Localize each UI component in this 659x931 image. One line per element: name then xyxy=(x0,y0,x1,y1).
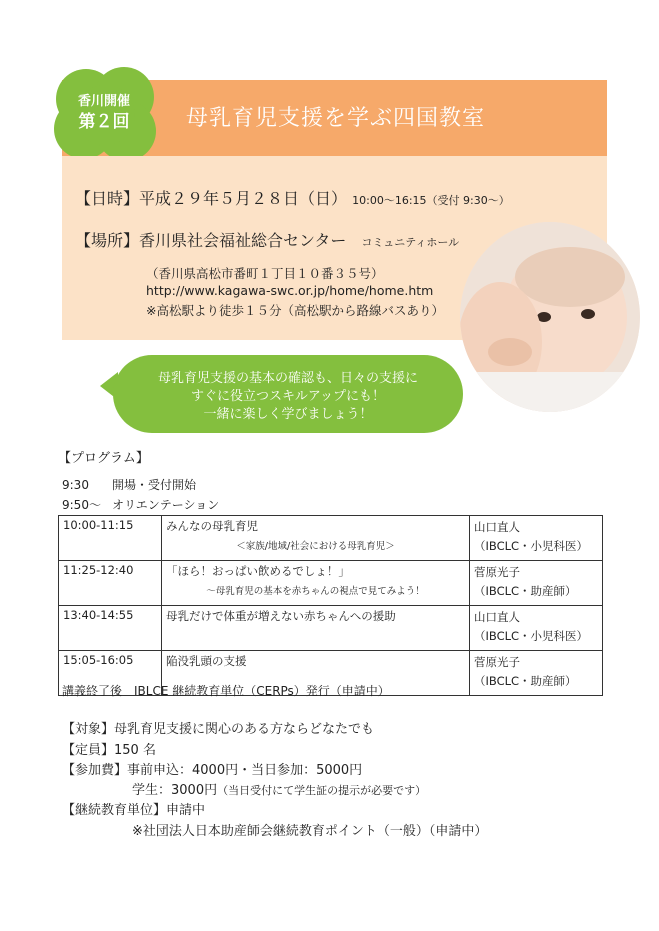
session-title: みんなの母乳育児 xyxy=(166,519,258,533)
session-title: 母乳だけで体重が増えない赤ちゃんへの援助 xyxy=(166,609,396,623)
target-line: 【対象】母乳育児支援に関心のある方ならどなたでも xyxy=(62,722,375,737)
pre-label: オリエンテーション xyxy=(112,498,220,512)
row-time: 13:40-14:55 xyxy=(59,606,162,651)
student-fee: 学生：3000円 xyxy=(132,783,218,798)
bubble-line2: すぐに役立つスキルアップにも！ xyxy=(191,389,385,404)
speaker-role: （IBCLC・助産師） xyxy=(474,584,577,598)
table-row xyxy=(59,606,603,651)
pre-time: 9:30 xyxy=(62,478,89,492)
cerps-note: 講義終了後 IBLCE 継続教育単位（CERPs）発行（申請中） xyxy=(62,684,390,698)
pre-item xyxy=(62,476,196,493)
speaker-name: 山口直人 xyxy=(474,610,520,624)
row-speaker xyxy=(470,561,603,606)
table-row xyxy=(59,561,603,606)
session-subtitle: ＜家族/地域/社会における母乳育児＞ xyxy=(236,541,395,552)
row-session xyxy=(162,606,470,651)
speaker-name: 菅原光子 xyxy=(474,565,520,579)
pre-item xyxy=(62,496,219,513)
session-title: 「ほら！おっぱい飲めるでしょ！」 xyxy=(166,564,350,578)
row-speaker xyxy=(470,516,603,561)
row-time: 15:05-16:05 xyxy=(59,651,162,696)
student-fee-line xyxy=(132,779,426,798)
pre-label: 開場・受付開始 xyxy=(112,478,197,492)
row-session xyxy=(162,516,470,561)
place-room: コミュニティホール xyxy=(361,236,460,249)
bubble-line3: 一緒に楽しく学びましょう！ xyxy=(203,407,373,422)
place-row xyxy=(75,228,459,251)
date-label: 【日時】 xyxy=(75,189,140,208)
bubble-line1: 母乳育児支援の基本の確認も、日々の支援に xyxy=(157,371,418,386)
speaker-name: 山口直人 xyxy=(474,520,520,534)
schedule-table xyxy=(58,515,603,696)
session-subtitle: ～母乳育児の基本を赤ちゃんの視点で見てみよう！ xyxy=(206,586,425,597)
credit-line: 【継続教育単位】申請中 xyxy=(62,803,206,818)
pre-time: 9:50～ xyxy=(62,498,101,512)
row-speaker xyxy=(470,606,603,651)
speaker-name: 菅原光子 xyxy=(474,655,520,669)
date-value: 平成２９年５月２８日（日） xyxy=(139,189,348,208)
speaker-role: （IBCLC・小児科医） xyxy=(474,539,589,553)
address: （香川県高松市番町１丁目１０番３５号） xyxy=(146,266,384,281)
student-fee-note: （当日受付にて学生証の提示が必要です） xyxy=(217,784,427,797)
table-row xyxy=(59,516,603,561)
row-time: 10:00-11:15 xyxy=(59,516,162,561)
page-title: 母乳育児支援を学ぶ四国教室 xyxy=(186,106,486,131)
row-speaker xyxy=(470,651,603,696)
access-note: ※高松駅より徒歩１５分（高松駅から路線バスあり） xyxy=(146,303,444,318)
program-title: 【プログラム】 xyxy=(58,451,149,466)
baby-photo xyxy=(460,222,640,412)
badge-line2: 第２回 xyxy=(78,112,130,132)
session-title: 陥没乳頭の支援 xyxy=(166,654,247,668)
badge-text xyxy=(64,92,144,132)
venue-url[interactable]: http://www.kagawa-swc.or.jp/home/home.htm xyxy=(146,283,434,298)
date-time: 10:00～16:15（受付 9:30～） xyxy=(352,194,510,207)
credit-note: ※社団法人日本助産師会継続教育ポイント（一般）（申請中） xyxy=(132,824,488,839)
place-label: 【場所】 xyxy=(75,231,140,250)
speaker-role: （IBCLC・助産師） xyxy=(474,674,577,688)
capacity-line: 【定員】150 名 xyxy=(62,743,156,758)
bubble-text xyxy=(113,370,463,424)
fee-line: 【参加費】事前申込：4000円・当日参加：5000円 xyxy=(62,763,363,778)
date-row xyxy=(75,186,510,209)
row-time: 11:25-12:40 xyxy=(59,561,162,606)
speaker-role: （IBCLC・小児科医） xyxy=(474,629,589,643)
badge-line1: 香川開催 xyxy=(77,94,130,109)
row-session xyxy=(162,561,470,606)
place-value: 香川県社会福祉総合センター xyxy=(139,231,347,250)
